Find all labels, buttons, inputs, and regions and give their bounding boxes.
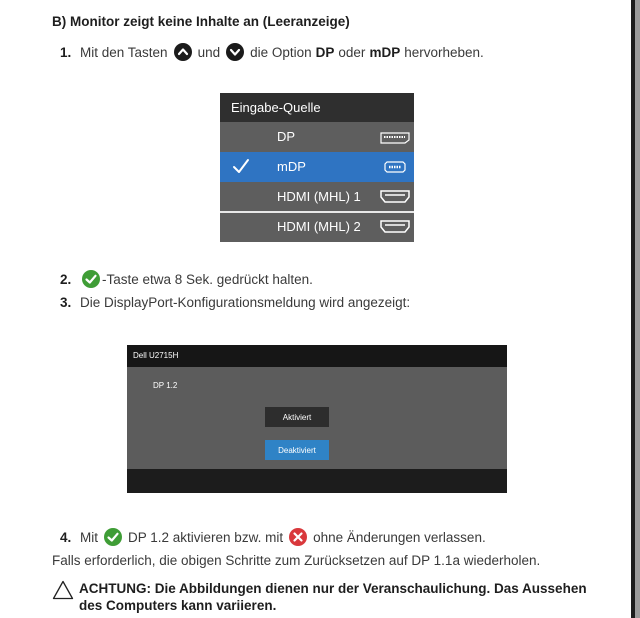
step-4-number: 4. bbox=[60, 529, 72, 545]
step-4-text-b: DP 1.2 aktivieren bzw. mit bbox=[128, 529, 284, 545]
step-1-number: 1. bbox=[60, 44, 72, 60]
warning-triangle-icon bbox=[52, 580, 74, 605]
step-1-text-c: die Option bbox=[250, 44, 312, 60]
caution-text: ACHTUNG: Die Abbildungen dienen nur der Veranschaulichung. Das Aussehen des Computers kann variieren. bbox=[79, 581, 587, 613]
input-item-hdmi-1[interactable] bbox=[220, 182, 414, 212]
step-4 bbox=[60, 528, 486, 546]
step-2-number: 2. bbox=[60, 271, 72, 287]
step-1-text-d: oder bbox=[338, 44, 366, 60]
hdmi-icon bbox=[380, 190, 410, 209]
page-edge-shadow bbox=[635, 0, 640, 618]
chevron-up-button-icon bbox=[174, 43, 192, 61]
red-x-button-icon bbox=[289, 528, 307, 546]
step-4-text-c: ohne Änderungen verlassen. bbox=[313, 529, 486, 545]
input-item-hdmi-2[interactable] bbox=[220, 212, 414, 242]
input-item-dp[interactable] bbox=[220, 122, 414, 152]
hdmi-icon bbox=[380, 220, 410, 239]
step-3-text: Die DisplayPort-Konfigurationsmeldung wird angezeigt: bbox=[80, 295, 411, 310]
enable-button[interactable]: Aktiviert bbox=[265, 407, 329, 427]
input-item-mdp[interactable] bbox=[220, 152, 414, 182]
option-dp: DP bbox=[315, 44, 335, 60]
dialog-title-bar bbox=[127, 345, 507, 367]
green-check-button-icon bbox=[104, 528, 122, 546]
disable-button[interactable]: Deaktiviert bbox=[265, 440, 329, 460]
step-1 bbox=[60, 43, 484, 61]
input-source-title-text: Eingabe-Quelle bbox=[231, 100, 321, 115]
input-item-label: DP bbox=[277, 129, 296, 144]
green-check-button-icon bbox=[82, 270, 100, 288]
step-1-text-e: hervorheben. bbox=[404, 44, 484, 60]
repeat-note: Falls erforderlich, die obigen Schritte zum Zurücksetzen auf DP 1.1a wiederholen. bbox=[52, 553, 541, 568]
mini-displayport-icon bbox=[384, 160, 406, 178]
selected-check-icon bbox=[231, 156, 251, 181]
step-1-text-a: Mit den Tasten bbox=[80, 44, 168, 60]
input-source-menu-title bbox=[220, 93, 414, 122]
input-item-label: HDMI (MHL) 1 bbox=[277, 189, 361, 204]
input-item-label: HDMI (MHL) 2 bbox=[277, 219, 361, 234]
displayport-icon bbox=[380, 131, 410, 149]
step-2-text: -Taste etwa 8 Sek. gedrückt halten. bbox=[102, 271, 313, 287]
dialog-footer bbox=[127, 469, 507, 493]
step-3 bbox=[60, 295, 410, 310]
dialog-title: Dell U2715H bbox=[133, 351, 179, 360]
chevron-down-button-icon bbox=[226, 43, 244, 61]
step-2 bbox=[60, 270, 313, 288]
input-source-menu bbox=[220, 93, 414, 242]
step-4-text-a: Mit bbox=[80, 529, 98, 545]
section-heading: B) Monitor zeigt keine Inhalte an (Leeranzeige) bbox=[52, 14, 350, 29]
step-3-number: 3. bbox=[60, 295, 72, 310]
dialog-option-label: DP 1.2 bbox=[153, 381, 178, 390]
input-item-label: mDP bbox=[277, 159, 306, 174]
step-1-text-b: und bbox=[197, 44, 221, 60]
menu-divider bbox=[220, 211, 414, 213]
option-mdp: mDP bbox=[369, 44, 401, 60]
dp-config-dialog bbox=[127, 345, 507, 493]
